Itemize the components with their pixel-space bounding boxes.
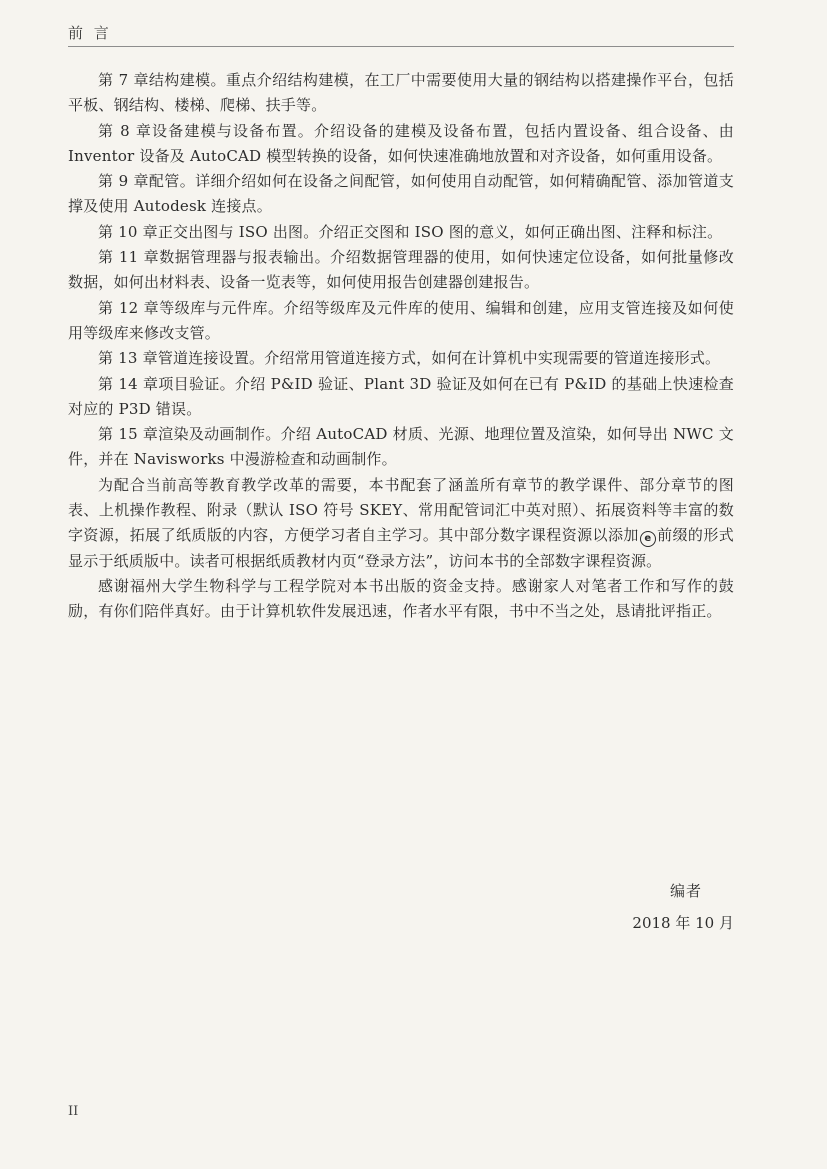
- paragraph-chapter-10: 第 10 章正交出图与 ISO 出图。介绍正交图和 ISO 图的意义，如何正确出图、注释和标注。: [98, 222, 723, 241]
- paragraph-digital-resources: [68, 473, 734, 574]
- paragraph-chapter-8: 第 8 章设备建模与设备布置。介绍设备的建模及设备布置，包括内置设备、组合设备、由 Inventor 设备及 AutoCAD 模型转换的设备，如何快速准确地放置和对齐设备，如何重用设备。: [68, 121, 734, 165]
- page-number: II: [68, 1104, 79, 1119]
- signature-date: 2018 年 10 月: [632, 914, 734, 932]
- signature-author: 编者: [669, 882, 702, 900]
- paragraph-chapter-12: 第 12 章等级库与元件库。介绍等级库及元件库的使用、编辑和创建，应用支管连接及如何使用等级库来修改支管。: [68, 298, 734, 342]
- e-resource-icon: e: [640, 531, 656, 547]
- paragraph-chapter-9: 第 9 章配管。详细介绍如何在设备之间配管，如何使用自动配管，如何精确配管、添加管道支撑及使用 Autodesk 连接点。: [68, 172, 734, 216]
- paragraph-chapter-15: 第 15 章渲染及动画制作。介绍 AutoCAD 材质、光源、地理位置及渲染，如何导出 NWC 文件，并在 Navisworks 中漫游检查和动画制作。: [68, 425, 734, 469]
- paragraph-chapter-11: 第 11 章数据管理器与报表输出。介绍数据管理器的使用，如何快速定位设备，如何批量修改数据，如何出材料表、设备一览表等，如何使用报告创建器创建报告。: [68, 248, 734, 292]
- paragraph-chapter-13: 第 13 章管道连接设置。介绍常用管道连接方式，如何在计算机中实现需要的管道连接形式。: [98, 349, 721, 368]
- resource-text-before: 为配合当前高等教育教学改革的需要，本书配套了涵盖所有章节的教学课件、部分章节的图表、上机操作教程、附录（默认 ISO 符号 SKEY、常用配管词汇中英对照）、拓展资料等丰富的数字资源，拓展了纸质版的内容，方便学习者自主学习。其中部分数字课程资源以添加: [68, 475, 734, 545]
- preface-body: [68, 68, 734, 932]
- resource-text-after: 前缀的形式显示于纸质版中。读者可根据纸质教材内页“登录方法”，访问本书的全部数字课程资源。: [68, 526, 734, 570]
- paragraph-acknowledgements: 感谢福州大学生物科学与工程学院对本书出版的资金支持。感谢家人对笔者工作和写作的鼓励，有你们陪伴真好。由于计算机软件发展迅速，作者水平有限，书中不当之处，恳请批评指正。: [68, 576, 734, 621]
- paragraph-chapter-14: 第 14 章项目验证。介绍 P&ID 验证、Plant 3D 验证及如何在已有 P&ID 的基础上快速检查对应的 P3D 错误。: [68, 374, 734, 418]
- running-header: [68, 22, 734, 47]
- paragraph-chapter-7: 第 7 章结构建模。重点介绍结构建模，在工厂中需要使用大量的钢结构以搭建操作平台，包括平板、钢结构、楼梯、爬梯、扶手等。: [68, 71, 734, 115]
- header-title: 前 言: [68, 24, 112, 42]
